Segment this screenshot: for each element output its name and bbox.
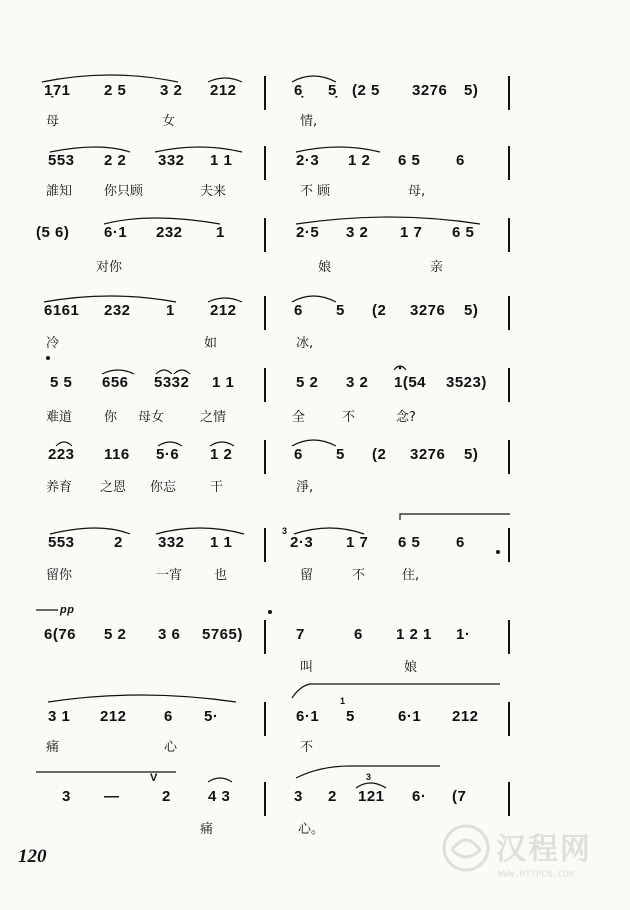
note-group: 232 bbox=[156, 224, 183, 241]
note-group: 212 bbox=[100, 708, 127, 725]
note-group: 5) bbox=[464, 82, 479, 99]
note-group: 5) bbox=[464, 302, 479, 319]
note-group: 1 2 bbox=[348, 152, 371, 169]
barline bbox=[508, 528, 510, 562]
note-group: 3 2 bbox=[160, 82, 183, 99]
note-group: 1 1 bbox=[212, 374, 235, 391]
note-group: 6· bbox=[412, 788, 427, 805]
barline bbox=[264, 782, 266, 816]
grace-note: 3 bbox=[366, 772, 372, 782]
note-group: 6 bbox=[164, 708, 173, 725]
lyric: 不 顾 bbox=[300, 184, 331, 199]
barline bbox=[264, 620, 266, 654]
note-group: 1 7 bbox=[400, 224, 423, 241]
lyric: 也 bbox=[214, 568, 228, 583]
note-group: 5 2 bbox=[104, 626, 127, 643]
score-system-4 bbox=[0, 288, 630, 368]
barline bbox=[264, 702, 266, 736]
lyric: 对你 bbox=[96, 260, 123, 275]
note-group: 1 bbox=[216, 224, 225, 241]
note-group: 6 5 bbox=[398, 152, 421, 169]
lyric: 留 bbox=[300, 568, 314, 583]
note-group: 1(54 bbox=[394, 374, 427, 391]
note-group: 5765) bbox=[202, 626, 243, 643]
lyric: 如 bbox=[204, 336, 218, 351]
lyric: 不 bbox=[300, 740, 314, 755]
note-group: 5 bbox=[336, 302, 345, 319]
slur-marks bbox=[0, 64, 630, 144]
note-group: 553 bbox=[48, 152, 75, 169]
note-group: 232 bbox=[104, 302, 131, 319]
barline bbox=[264, 368, 266, 402]
note-group: 2 bbox=[328, 788, 337, 805]
lyric: 留你 bbox=[46, 568, 73, 583]
note-group: 3276 bbox=[412, 82, 448, 99]
note-group: (7 bbox=[452, 788, 467, 805]
note-group: 223 bbox=[48, 446, 75, 463]
lyric: 娘 bbox=[404, 660, 418, 675]
note-group: 1 2 1 bbox=[396, 626, 432, 643]
lyric: 冰, bbox=[296, 336, 314, 351]
grace-note: 1 bbox=[340, 696, 346, 706]
barline bbox=[508, 76, 510, 110]
note-group: 3 bbox=[294, 788, 303, 805]
lyric: 念? bbox=[396, 410, 416, 425]
lyric: 不 bbox=[342, 410, 356, 425]
barline bbox=[264, 296, 266, 330]
slur-marks bbox=[0, 138, 630, 218]
note-group: 553 bbox=[48, 534, 75, 551]
barline bbox=[264, 440, 266, 474]
note-group: 6 bbox=[456, 152, 465, 169]
note-group: 3523) bbox=[446, 374, 487, 391]
note-group: 6 bbox=[294, 302, 303, 319]
lyric: 你忘 bbox=[150, 480, 177, 495]
note-group: 212 bbox=[210, 82, 237, 99]
lyric: 全 bbox=[292, 410, 306, 425]
lyric: 痛 bbox=[46, 740, 60, 755]
lyric: 誰知 bbox=[46, 184, 73, 199]
note-group: (5 6) bbox=[36, 224, 70, 241]
slur-marks bbox=[0, 520, 630, 600]
score-system-1 bbox=[0, 64, 630, 144]
note-group: 6̣ bbox=[294, 82, 303, 99]
note-group: 116 bbox=[104, 446, 130, 463]
note-group: 1 bbox=[166, 302, 175, 319]
lyric: 叫 bbox=[300, 660, 314, 675]
barline bbox=[264, 76, 266, 110]
lyric: 养育 bbox=[46, 480, 73, 495]
note-group: 1 7 bbox=[346, 534, 369, 551]
site-watermark bbox=[438, 818, 618, 898]
note-group: — bbox=[104, 788, 120, 805]
barline bbox=[264, 146, 266, 180]
note-group: 2·3 bbox=[290, 534, 314, 551]
note-group: 3276 bbox=[410, 302, 446, 319]
lyric: 女 bbox=[162, 114, 176, 129]
note-group: 212 bbox=[452, 708, 479, 725]
lyric: 母, bbox=[408, 184, 426, 199]
lyric: 难道 bbox=[46, 410, 73, 425]
note-group: 7 bbox=[296, 626, 305, 643]
note-group: 2 5 bbox=[104, 82, 127, 99]
note-group: 1̣71 bbox=[44, 82, 71, 99]
note-group: 5 5 bbox=[50, 374, 73, 391]
barline bbox=[264, 528, 266, 562]
slur-marks bbox=[0, 600, 630, 680]
breath-mark: V bbox=[150, 772, 158, 784]
note-group: 6 5 bbox=[452, 224, 475, 241]
note-group: 332 bbox=[158, 534, 185, 551]
lyric: 住, bbox=[402, 568, 420, 583]
lyric: 情, bbox=[300, 114, 318, 129]
lyric: 一宵 bbox=[156, 568, 183, 583]
note-group: 1· bbox=[456, 626, 471, 643]
note-group: 5 2 bbox=[296, 374, 319, 391]
watermark-logo-icon bbox=[438, 820, 494, 876]
lyric: 冷 bbox=[46, 336, 60, 351]
note-group: 5· bbox=[204, 708, 219, 725]
note-group: 5·6 bbox=[156, 446, 180, 463]
barline bbox=[508, 620, 510, 654]
note-group: 6·1 bbox=[104, 224, 128, 241]
barline bbox=[508, 440, 510, 474]
note-group: 2 bbox=[162, 788, 171, 805]
lyric: 母 bbox=[46, 114, 60, 129]
lyric: 你只顾 bbox=[104, 184, 144, 199]
score-system-8 bbox=[0, 600, 630, 680]
note-group: 656 bbox=[102, 374, 129, 391]
lyric: 痛 bbox=[200, 822, 214, 837]
lyric: 夫来 bbox=[200, 184, 227, 199]
note-group: 6·1 bbox=[296, 708, 320, 725]
note-group: 121 bbox=[358, 788, 385, 805]
note-group: 2 bbox=[114, 534, 123, 551]
score-system-7 bbox=[0, 520, 630, 600]
note-group: (2 bbox=[372, 446, 387, 463]
slur-marks bbox=[0, 210, 630, 290]
watermark-url: WWW.HTTPCN.COM bbox=[498, 870, 574, 880]
score-system-9 bbox=[0, 686, 630, 766]
note-group: 5) bbox=[464, 446, 479, 463]
lyric: 母女 bbox=[138, 410, 165, 425]
barline bbox=[508, 702, 510, 736]
note-group: 1 1 bbox=[210, 534, 233, 551]
lyric: 干 bbox=[210, 480, 224, 495]
note-group: 5̣ bbox=[328, 82, 337, 99]
barline bbox=[508, 296, 510, 330]
barline bbox=[508, 368, 510, 402]
lyric: 之情 bbox=[200, 410, 227, 425]
barline bbox=[508, 218, 510, 252]
slur-marks bbox=[0, 686, 630, 766]
note-group: 3 2 bbox=[346, 224, 369, 241]
barline bbox=[508, 146, 510, 180]
note-group: 6(76 bbox=[44, 626, 77, 643]
slur-marks bbox=[0, 360, 630, 440]
score-system-6 bbox=[0, 432, 630, 512]
score-system-2 bbox=[0, 138, 630, 218]
slur-marks bbox=[0, 432, 630, 512]
note-group: 6 bbox=[456, 534, 465, 551]
note-group: 3 2 bbox=[346, 374, 369, 391]
lyric: 心 bbox=[164, 740, 178, 755]
grace-note: 3 bbox=[282, 526, 288, 536]
lyric: 心。 bbox=[298, 822, 325, 837]
note-group: 2·5 bbox=[296, 224, 320, 241]
note-group: 2 2 bbox=[104, 152, 127, 169]
watermark-site-name: 汉程网 bbox=[496, 832, 592, 867]
lyric: 娘 bbox=[318, 260, 332, 275]
note-group: 6 bbox=[294, 446, 303, 463]
page-number: 120 bbox=[18, 846, 47, 867]
note-group: 5 bbox=[346, 708, 355, 725]
note-group: 332 bbox=[158, 152, 185, 169]
lyric: 你 bbox=[104, 410, 118, 425]
note-group: 6 bbox=[354, 626, 363, 643]
lyric: 淨, bbox=[296, 480, 314, 495]
note-group: 3 bbox=[62, 788, 71, 805]
lyric: 之恩 bbox=[100, 480, 127, 495]
barline bbox=[264, 218, 266, 252]
note-group: 3 6 bbox=[158, 626, 181, 643]
score-system-3 bbox=[0, 210, 630, 290]
slur-marks bbox=[0, 288, 630, 368]
note-group: (2 5 bbox=[352, 82, 380, 99]
score-system-5 bbox=[0, 360, 630, 440]
note-group: 5332 bbox=[154, 374, 190, 391]
note-group: 5 bbox=[336, 446, 345, 463]
note-group: 6161 bbox=[44, 302, 80, 319]
note-group: 3276 bbox=[410, 446, 446, 463]
lyric: 亲 bbox=[430, 260, 444, 275]
note-group: 6 5 bbox=[398, 534, 421, 551]
note-group: (2 bbox=[372, 302, 387, 319]
note-group: 2·3 bbox=[296, 152, 320, 169]
lyric: 不 bbox=[352, 568, 366, 583]
barline bbox=[508, 782, 510, 816]
note-group: 212 bbox=[210, 302, 237, 319]
note-group: 4 3 bbox=[208, 788, 231, 805]
dynamic-marking: pp bbox=[60, 604, 75, 616]
note-group: 6·1 bbox=[398, 708, 422, 725]
note-group: 3 1 bbox=[48, 708, 71, 725]
note-group: 1 1 bbox=[210, 152, 233, 169]
note-group: 1 2 bbox=[210, 446, 233, 463]
